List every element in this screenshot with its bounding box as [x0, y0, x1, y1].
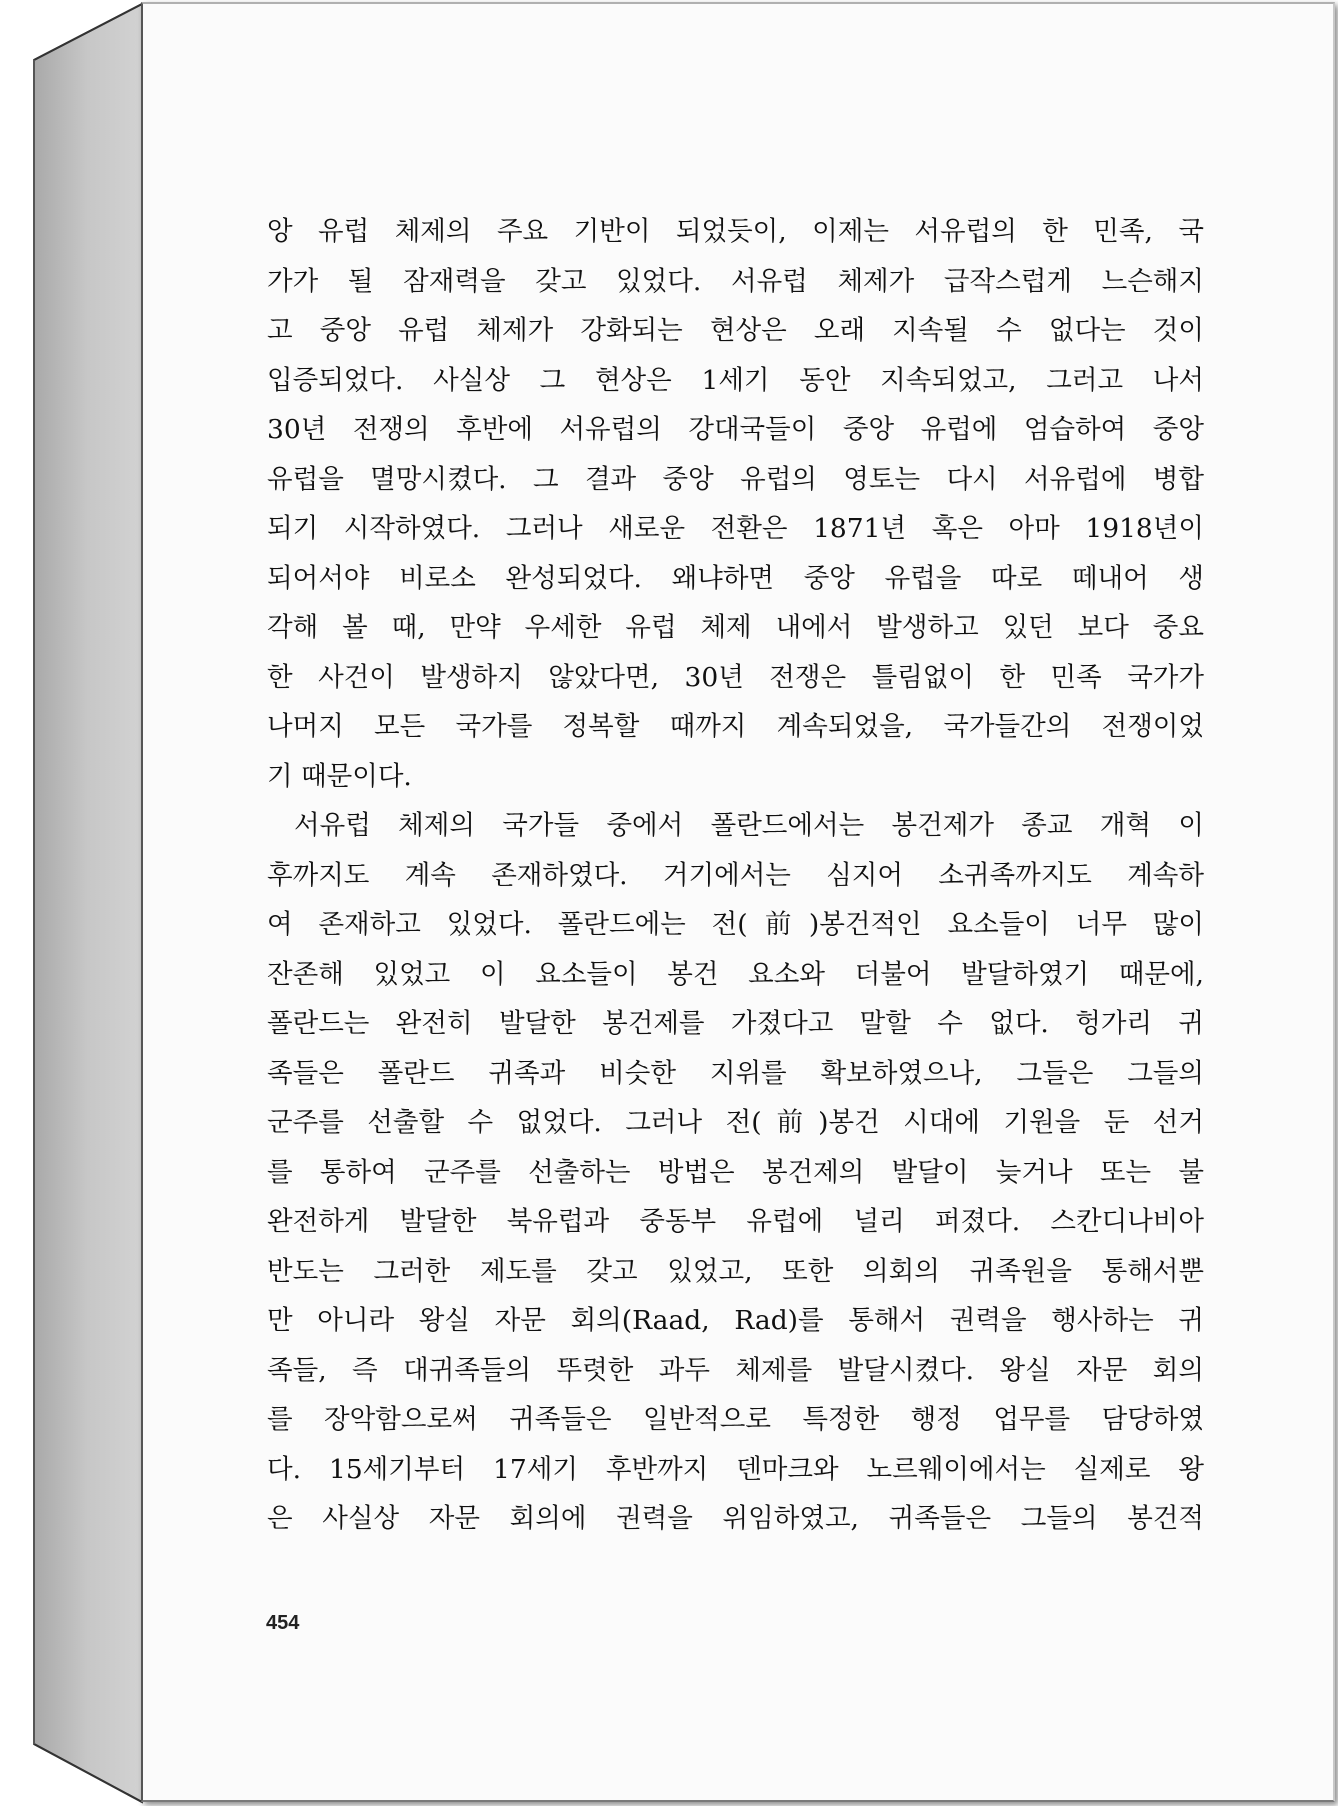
paragraph [267, 801, 1204, 1544]
text-line: 만 아니라 왕실 자문 회의(Raad, Rad)를 통해서 권력을 행사하는 귀 [267, 1305, 1204, 1336]
text-line: 은 사실상 자문 회의에 권력을 위임하였고, 귀족들은 그들의 봉건적 [267, 1503, 1204, 1534]
text-line: 를 장악함으로써 귀족들은 일반적으로 특정한 행정 업무를 담당하였 [267, 1404, 1204, 1435]
paragraph-continued [267, 207, 1204, 801]
page-body-text [267, 207, 1204, 1544]
text-line: 완전하게 발달한 북유럽과 중동부 유럽에 널리 퍼졌다. 스칸디나비아 [267, 1206, 1204, 1237]
text-line: 족들은 폴란드 귀족과 비슷한 지위를 확보하였으나, 그들은 그들의 [267, 1057, 1204, 1089]
text-line: 고 중앙 유럽 체제가 강화되는 현상은 오래 지속될 수 없다는 것이 [267, 315, 1204, 346]
text-line: 한 사건이 발생하지 않았다면, 30년 전쟁은 틀림없이 한 민족 국가가 [267, 661, 1204, 693]
text-line: 잔존해 있었고 이 요소들이 봉건 요소와 더불어 발달하였기 때문에, [267, 958, 1204, 990]
text-line: 다. 15세기부터 17세기 후반까지 덴마크와 노르웨이에서는 실제로 왕 [267, 1453, 1204, 1485]
text-line: 각해 볼 때, 만약 우세한 유럽 체제 내에서 발생하고 있던 보다 중요 [267, 612, 1204, 643]
text-line: 여 존재하고 있었다. 폴란드에는 전(前)봉건적인 요소들이 너무 많이 [267, 909, 1204, 940]
text-line: 기 때문이다. [267, 760, 412, 792]
text-line: 가가 될 잠재력을 갖고 있었다. 서유럽 체제가 급작스럽게 느슨해지 [267, 265, 1204, 297]
text-line: 서유럽 체제의 국가들 중에서 폴란드에서는 봉건제가 종교 개혁 이 [294, 810, 1204, 841]
page-number: 454 [266, 1612, 300, 1634]
book-spine-graphic [0, 0, 150, 1806]
text-line: 를 통하여 군주를 선출하는 방법은 봉건제의 발달이 늦거나 또는 불 [267, 1156, 1204, 1188]
text-line: 족들, 즉 대귀족들의 뚜렷한 과두 체제를 발달시켰다. 왕실 자문 회의 [267, 1354, 1204, 1386]
text-line: 30년 전쟁의 후반에 서유럽의 강대국들이 중앙 유럽에 엄습하여 중앙 [267, 414, 1204, 445]
text-line: 후까지도 계속 존재하였다. 거기에서는 심지어 소귀족까지도 계속하 [267, 859, 1204, 891]
text-line: 유럽을 멸망시켰다. 그 결과 중앙 유럽의 영토는 다시 서유럽에 병합 [267, 463, 1204, 495]
text-line: 반도는 그러한 제도를 갖고 있었고, 또한 의회의 귀족원을 통해서뿐 [267, 1255, 1204, 1287]
text-line: 군주를 선출할 수 없었다. 그러나 전(前)봉건 시대에 기원을 둔 선거 [267, 1107, 1204, 1138]
text-line: 앙 유럽 체제의 주요 기반이 되었듯이, 이제는 서유럽의 한 민족, 국 [267, 216, 1204, 247]
text-line: 되어서야 비로소 완성되었다. 왜냐하면 중앙 유럽을 따로 떼내어 생 [267, 562, 1204, 594]
text-line: 되기 시작하였다. 그러나 새로운 전환은 1871년 혹은 아마 1918년이 [267, 513, 1204, 544]
text-line: 입증되었다. 사실상 그 현상은 1세기 동안 지속되었고, 그러고 나서 [267, 364, 1204, 396]
text-line: 폴란드는 완전히 발달한 봉건제를 가졌다고 말할 수 없다. 헝가리 귀 [267, 1008, 1204, 1039]
text-line: 나머지 모든 국가를 정복할 때까지 계속되었을, 국가들간의 전쟁이었 [267, 711, 1204, 742]
book-page [141, 2, 1335, 1802]
book-spine-edge [0, 0, 150, 1806]
